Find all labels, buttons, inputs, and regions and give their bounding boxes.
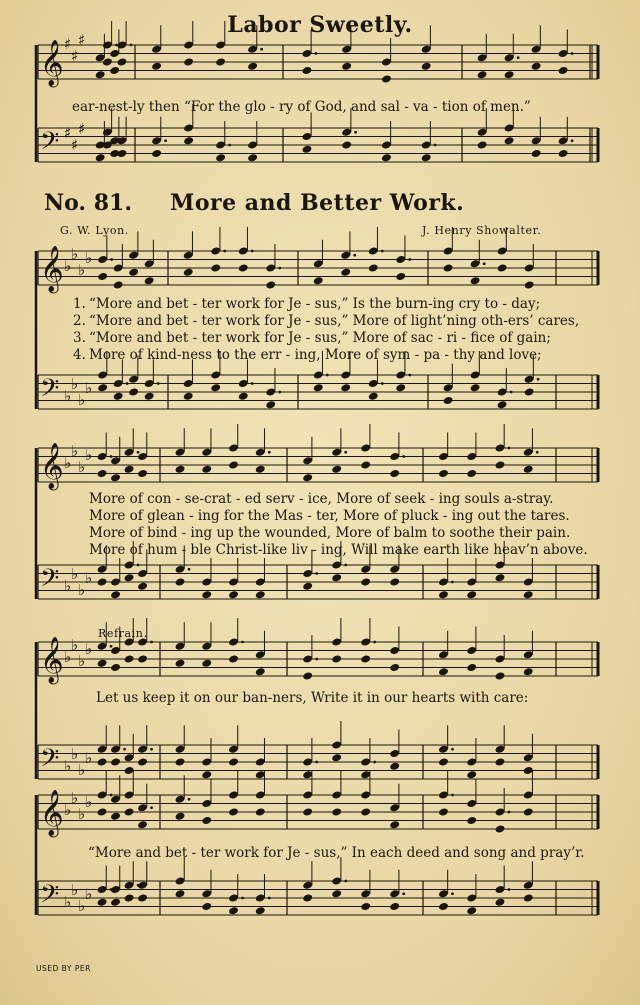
refrain-label: Refrain. [98,627,148,640]
flat-icon: ♭ [85,249,93,267]
note-dot [451,581,454,584]
note-head [523,893,534,902]
note-head [495,757,506,766]
lyricist-credit: G. W. Lyon. [60,224,129,237]
note-head [215,57,226,66]
flat-icon: ♭ [85,749,93,767]
flat-icon: ♭ [85,793,93,811]
note-head [175,577,186,586]
note-head [341,62,352,71]
note-head [97,659,108,668]
note-head [137,820,148,829]
note-head [110,590,121,599]
note-head [495,824,506,833]
note-head [175,812,186,821]
note-head [368,392,379,401]
note-head [531,149,542,158]
note-head [421,62,432,71]
note-head [466,469,477,478]
note-dot [278,267,281,270]
note-head [255,807,266,816]
note-head [175,465,186,474]
note-head [255,465,266,474]
note-dot [354,131,357,134]
note-head [443,396,454,405]
note-head [389,820,400,829]
sharp-icon: ♯ [64,124,72,142]
note-head [97,272,108,281]
note-head [438,902,449,911]
note-head [341,140,352,149]
note-head [395,383,406,392]
note-dot [150,806,153,809]
note-dot [251,250,254,253]
note-dot [508,811,511,814]
note-dot [228,144,231,147]
verse-1-line-2: More of con - se-crat - ed serv - ice, More of seek - ing souls a-stray. [89,491,554,507]
note-head [113,392,124,401]
note-head [201,465,212,474]
note-head [466,590,477,599]
note-head [124,573,135,582]
flat-icon: ♭ [85,446,93,464]
note-dot [241,897,244,900]
note-head [228,654,239,663]
note-dot [150,641,153,644]
note-head [331,654,342,663]
note-head [381,153,392,162]
flat-icon: ♭ [64,454,72,472]
flat-icon: ♭ [71,636,79,654]
note-head [210,383,221,392]
note-head [313,383,324,392]
note-head [389,577,400,586]
treble-clef-icon: 𝄞 [40,637,64,683]
note-dot [451,794,454,797]
note-dot [571,139,574,142]
note-head [495,671,506,680]
note-dot [110,794,113,797]
note-dot [373,641,376,644]
bass-clef-icon: 𝄢 [40,744,60,779]
note-head [110,473,121,482]
note-dot [381,382,384,385]
note-head [137,654,148,663]
note-head [110,663,121,672]
note-head [360,460,371,469]
note-head [144,392,155,401]
note-dot [344,880,347,883]
note-head [331,465,342,474]
verse-3-line-2: More of bind - ing up the wounded, More of balm to soothe their pain. [89,525,571,541]
note-head [466,906,477,915]
composer-credit: J. Henry Showalter. [422,224,542,237]
note-dot [268,451,271,454]
note-head [201,770,212,779]
bass-clef-icon: 𝄢 [40,880,60,915]
note-head [302,807,313,816]
note-dot [315,52,318,55]
previous-hymn-lyric: ear-nest-ly then “For the glo - ry of God, and sal - va - tion of men.” [72,99,531,115]
note-dot [137,451,140,454]
note-head [360,577,371,586]
note-dot [241,641,244,644]
note-head [301,66,312,75]
note-dot [402,455,405,458]
flat-icon: ♭ [85,640,93,658]
flat-icon: ♭ [78,581,86,599]
note-head [238,392,249,401]
hymn-number: No. 81. [44,190,132,216]
flat-icon: ♭ [71,745,79,763]
note-dot [278,391,281,394]
note-head [389,902,400,911]
note-head [228,807,239,816]
note-head [438,469,449,478]
note-head [497,400,508,409]
note-head [110,812,121,821]
treble-clef-icon: 𝄞 [40,443,64,489]
note-head [201,902,212,911]
note-head [175,757,186,766]
note-head [438,807,449,816]
note-head [477,70,488,79]
note-head [128,387,139,396]
bass-clef-icon: 𝄢 [40,374,60,409]
note-head [302,671,313,680]
flat-icon: ♭ [78,805,86,823]
note-dot [510,391,513,394]
note-head [443,263,454,272]
footer-note: USED BY PER [36,964,91,973]
note-dot [483,262,486,265]
note-head [301,145,312,154]
note-head [255,590,266,599]
note-head [340,268,351,277]
note-head [175,659,186,668]
note-head [124,807,135,816]
note-head [201,816,212,825]
note-head [265,400,276,409]
note-head [331,573,342,582]
flat-icon: ♭ [71,442,79,460]
flat-icon: ♭ [78,897,86,915]
note-head [228,590,239,599]
note-dot [517,56,520,59]
flat-icon: ♭ [71,375,79,393]
note-dot [188,568,191,571]
note-head [466,663,477,672]
flat-icon: ♭ [78,261,86,279]
note-head [421,153,432,162]
verse-3-line-1: 3. “More and bet - ter work for Je - sus,” More of sac - ri - fice of gain; [73,330,551,346]
note-dot [260,48,263,51]
note-head [523,465,534,474]
note-dot [408,374,411,377]
flat-icon: ♭ [64,387,72,405]
note-head [470,383,481,392]
note-dot [110,455,113,458]
note-head [97,898,108,907]
note-dot [373,761,376,764]
note-head [265,280,276,289]
note-head [95,153,106,162]
note-head [97,577,108,586]
note-head [331,807,342,816]
note-head [110,757,121,766]
note-head [137,469,148,478]
note-head [313,276,324,285]
note-head [110,898,121,907]
treble-clef-icon: 𝄞 [40,246,64,292]
note-dot [130,44,133,47]
note-head [523,807,534,816]
verse-2-line-1: 2. “More and bet - ter work for Je - sus,” More of light’ning oth-ers’ cares, [73,313,580,329]
note-dot [451,748,454,751]
previous-hymn-title: Labor Sweetly. [227,12,413,38]
note-dot [157,382,160,385]
note-head [137,582,148,591]
note-head [360,654,371,663]
note-dot [137,564,140,567]
note-dot [115,44,118,47]
note-head [389,663,400,672]
note-head [340,383,351,392]
note-dot [344,451,347,454]
note-head [302,473,313,482]
note-dot [537,378,540,381]
note-dot [381,250,384,253]
note-head [116,149,127,158]
note-head [389,762,400,771]
flat-icon: ♭ [71,565,79,583]
note-head [215,153,226,162]
note-head [331,889,342,898]
note-head [183,57,194,66]
note-head [331,753,342,762]
note-dot [571,52,574,55]
note-dot [344,564,347,567]
note-head [360,807,371,816]
note-head [381,74,392,83]
note-dot [402,892,405,895]
note-head [97,469,108,478]
note-head [302,893,313,902]
note-head [247,153,258,162]
note-head [183,136,194,145]
note-head [238,263,249,272]
note-head [389,469,400,478]
note-dot [315,761,318,764]
treble-clef-icon: 𝄞 [40,790,64,836]
note-head [470,276,481,285]
flat-icon: ♭ [85,885,93,903]
note-head [97,807,108,816]
sharp-icon: ♯ [78,120,86,138]
note-head [201,659,212,668]
note-head [228,906,239,915]
note-dot [150,748,153,751]
note-dot [251,382,254,385]
note-dot [508,447,511,450]
note-head [151,149,162,158]
note-head [255,667,266,676]
note-head [438,757,449,766]
note-head [183,392,194,401]
note-dot [268,897,271,900]
note-dot [110,258,113,261]
flat-icon: ♭ [78,458,86,476]
note-head [523,590,534,599]
note-dot [188,798,191,801]
note-head [523,667,534,676]
treble-clef-icon: 𝄞 [40,40,64,86]
sharp-icon: ♯ [78,31,86,49]
note-dot [353,254,356,257]
hymn-title: More and Better Work. [170,190,465,216]
note-head [124,465,135,474]
note-dot [451,892,454,895]
note-head [438,590,449,599]
verse-2-line-2: More of glean - ing for the Mas - ter, More of pluck - ing out the tares. [89,508,570,524]
note-dot [315,658,318,661]
note-head [228,460,239,469]
note-head [504,70,515,79]
note-dot [126,382,129,385]
flat-icon: ♭ [85,569,93,587]
note-head [183,268,194,277]
flat-icon: ♭ [78,652,86,670]
note-head [97,383,108,392]
note-head [466,770,477,779]
note-head [210,263,221,272]
note-head [113,280,124,289]
note-head [124,654,135,663]
note-head [495,460,506,469]
note-head [247,62,258,71]
note-head [531,62,542,71]
flat-icon: ♭ [64,757,72,775]
flat-icon: ♭ [78,761,86,779]
note-dot [508,888,511,891]
note-dot [123,748,126,751]
note-head [124,893,135,902]
sharp-icon: ♯ [71,136,79,154]
note-head [360,902,371,911]
note-head [524,387,535,396]
note-dot [536,451,539,454]
note-head [497,263,508,272]
note-dot [110,645,113,648]
note-head [228,757,239,766]
note-dot [223,250,226,253]
note-head [137,893,148,902]
refrain-line-2: “More and bet - ter work for Je - sus,” In each deed and song and pray’r. [88,845,585,861]
note-dot [315,572,318,575]
note-head [495,573,506,582]
verse-4-line-2: More of hum - ble Christ-like liv - ing, Will make earth like heav’n above. [89,542,588,558]
note-head [109,66,120,75]
note-head [302,582,313,591]
verse-1-line-1: 1. “More and bet - ter work for Je - sus,” Is the burn-ing cry to - day; [73,296,541,312]
flat-icon: ♭ [71,245,79,263]
note-head [504,136,515,145]
note-head [558,66,569,75]
bass-clef-icon: 𝄢 [40,127,60,162]
note-dot [434,144,437,147]
note-head [466,816,477,825]
note-dot [164,139,167,142]
note-head [495,898,506,907]
note-head [395,272,406,281]
note-head [175,889,186,898]
flat-icon: ♭ [64,801,72,819]
sharp-icon: ♯ [64,35,72,53]
note-head [144,276,155,285]
flat-icon: ♭ [64,577,72,595]
flat-icon: ♭ [64,257,72,275]
note-head [558,149,569,158]
refrain-line-1: Let us keep it on our ban-ners, Write it in our hearts with care: [96,690,529,706]
note-head [128,268,139,277]
note-head [524,280,535,289]
note-head [438,667,449,676]
note-head [477,140,488,149]
flat-icon: ♭ [78,391,86,409]
note-dot [408,258,411,261]
flat-icon: ♭ [64,648,72,666]
note-head [95,70,106,79]
bass-clef-icon: 𝄢 [40,564,60,599]
note-head [368,263,379,272]
sharp-icon: ♯ [71,47,79,65]
flat-icon: ♭ [71,789,79,807]
note-head [201,590,212,599]
flat-icon: ♭ [71,881,79,899]
verse-4-line-1: 4. More of kind-ness to the err - ing, More of sym - pa - thy and love; [73,347,542,363]
note-head [137,757,148,766]
note-head [151,62,162,71]
note-head [116,57,127,66]
note-dot [326,374,329,377]
flat-icon: ♭ [64,893,72,911]
note-head [255,906,266,915]
flat-icon: ♭ [85,379,93,397]
note-head [97,757,108,766]
